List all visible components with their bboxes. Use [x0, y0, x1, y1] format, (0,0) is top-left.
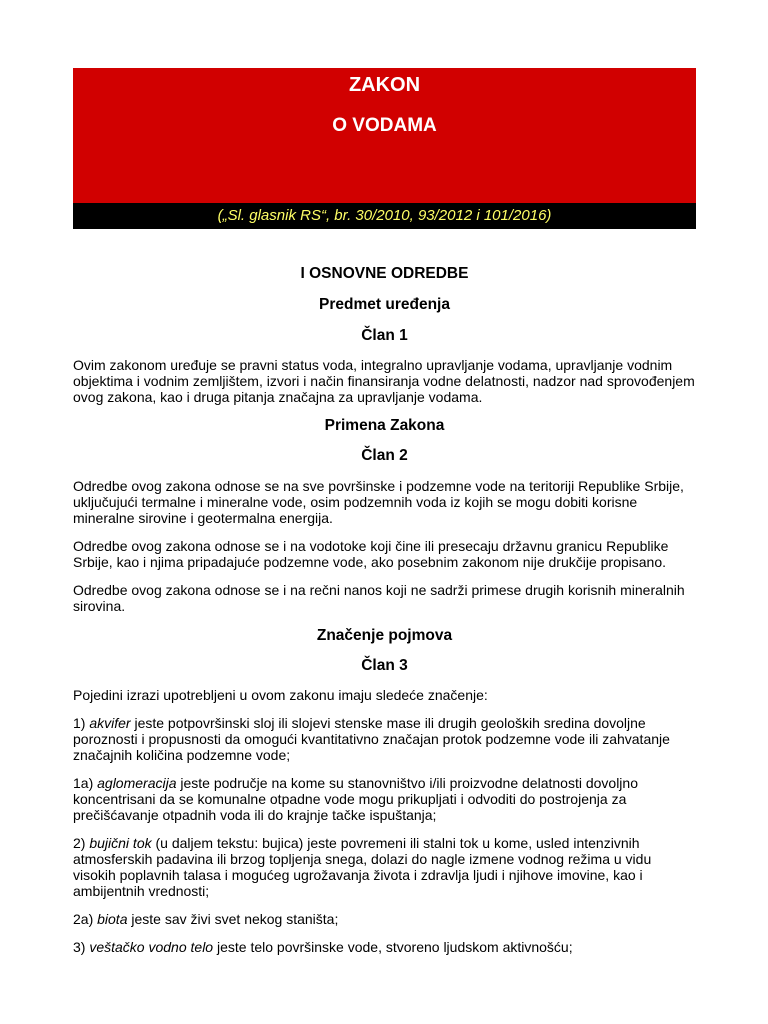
definition-number: 3)	[73, 939, 86, 955]
paragraph: Odredbe ovog zakona odnose se na sve površinske i podzemne vode na teritoriji Republike Srbije, uključujući termalne i mineralne vode, osim podzemnih voda iz kojih se mogu dobiti korisne mineralne sirovine i geotermalna energija.	[73, 478, 684, 526]
definition-term: veštačko vodno telo	[89, 939, 214, 955]
definition-item	[73, 835, 696, 899]
definition-text: (u daljem tekstu: bujica) jeste povremeni ili stalni tok u kome, usled intenzivnih atmosferskih padavina ili brzog topljenja snega, dolazi do nagle izmene vodnog režima u vidu visokih poplavnih talasa i mogućeg ugrožavanja života i zdravlja ljudi i njihove imovine, kao i ambijentnih vrednosti;	[73, 835, 652, 899]
definition-text: jeste područje na kome su stanovništvo i/ili proizvodne delatnosti dovoljno koncentrisani da se komunalne otpadne vode mogu prikupljati i odvoditi do postrojenja za prečišćavanje otpadnih voda ili do krajnje tačke ispuštanja;	[73, 775, 638, 823]
definition-term: akvifer	[89, 715, 131, 731]
paragraph: Odredbe ovog zakona odnose se i na vodotoke koji čine ili presecaju državnu granicu Republike Srbije, kao i njima pripadajuće podzemne vode, ako posebnim zakonom nije drukčije propisano.	[73, 538, 669, 570]
definition-number: 2a)	[73, 911, 94, 927]
definition-term: bujični tok	[89, 835, 152, 851]
article-number: Član 3	[361, 657, 408, 674]
article-number: Član 1	[361, 327, 408, 344]
definition-item	[73, 911, 696, 927]
article-number: Član 2	[361, 447, 408, 464]
section-heading: Značenje pojmova	[316, 627, 453, 644]
chapter-title: I OSNOVNE ODREDBE	[300, 265, 469, 282]
paragraph: Ovim zakonom uređuje se pravni status voda, integralno upravljanje vodama, upravljanje vodnim objektima i vodnim zemljištem, izvori i način finansiranja vodne delatnosti, nadzor nad sprovođenjem ovog zakona, kao i druga pitanja značajna za upravljanje vodama.	[73, 357, 695, 405]
document-page	[73, 68, 696, 955]
law-title: ZAKON	[348, 74, 421, 96]
paragraph: Odredbe ovog zakona odnose se i na rečni nanos koji ne sadrži primese drugih korisnih mineralnih sirovina.	[73, 582, 685, 614]
definition-term: biota	[97, 911, 128, 927]
definition-item	[73, 715, 696, 763]
gazette-reference: („Sl. glasnik RS“, br. 30/2010, 93/2012 i 101/2016)	[73, 203, 696, 229]
definition-term: aglomeracija	[97, 775, 177, 791]
definition-text: jeste sav živi svet nekog staništa;	[131, 911, 339, 927]
definition-item	[73, 775, 696, 823]
law-subtitle: O VODAMA	[332, 115, 437, 136]
definition-text: jeste telo površinske vode, stvoreno ljudskom aktivnošću;	[216, 939, 573, 955]
title-banner	[73, 68, 696, 203]
definition-number: 1a)	[73, 775, 94, 791]
definition-item	[73, 939, 696, 955]
definition-number: 2)	[73, 835, 86, 851]
paragraph: Pojedini izrazi upotrebljeni u ovom zakonu imaju sledeće značenje:	[73, 687, 488, 703]
definition-number: 1)	[73, 715, 86, 731]
section-heading: Primena Zakona	[324, 417, 445, 434]
definition-text: jeste potpovršinski sloj ili slojevi stenske mase ili drugih geoloških sredina dovoljne poroznosti i propusnosti da omogući kvantitativno značajan protok podzemne vode ili zahvatanje značajnih količina podzemne vode;	[73, 715, 670, 763]
section-heading: Predmet uređenja	[319, 296, 450, 313]
